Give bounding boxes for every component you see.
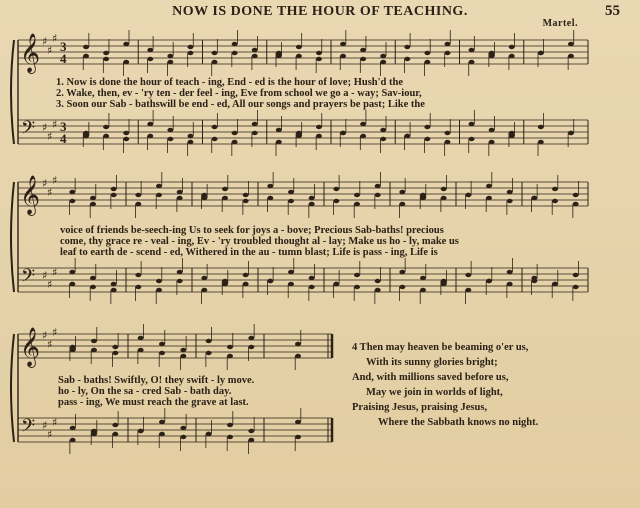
note-head xyxy=(138,336,144,340)
note-head xyxy=(248,336,254,340)
note-head xyxy=(70,438,76,442)
note-head xyxy=(135,193,141,197)
note-head xyxy=(159,420,165,424)
note-head xyxy=(111,288,117,292)
note-head xyxy=(167,128,173,132)
sharp-sign: ♯ xyxy=(52,416,58,429)
verse-4-line-4: May we join in worlds of light, xyxy=(366,387,503,398)
note-head xyxy=(399,285,405,289)
note-head xyxy=(469,48,475,52)
note-head xyxy=(288,270,294,274)
note-head xyxy=(212,51,218,55)
note-head xyxy=(243,273,249,277)
note-head xyxy=(227,354,233,358)
note-head xyxy=(232,42,238,46)
note-head xyxy=(469,122,475,126)
sharp-sign: ♯ xyxy=(47,130,53,143)
note-head xyxy=(180,348,186,352)
note-head xyxy=(90,202,96,206)
note-head xyxy=(69,190,75,194)
note-head xyxy=(135,285,141,289)
note-head xyxy=(404,57,410,61)
note-head xyxy=(187,45,193,49)
note-head xyxy=(340,131,346,135)
note-head xyxy=(159,432,165,436)
note-head xyxy=(509,54,515,58)
note-head xyxy=(444,131,450,135)
lyric-s2-v2: come, thy grace re - veal - ing, Ev - 'ry troubled thought al - lay; Make us ho - ly, make us xyxy=(60,236,459,247)
note-head xyxy=(531,196,537,200)
note-head xyxy=(420,276,426,280)
note-head xyxy=(180,426,186,430)
note-head xyxy=(295,342,301,346)
sharp-sign: ♯ xyxy=(42,269,48,282)
system-bracket xyxy=(11,334,14,442)
note-head xyxy=(444,51,450,55)
note-head xyxy=(360,48,366,52)
note-head xyxy=(232,51,238,55)
note-head xyxy=(296,131,302,135)
treble-clef: 𝄞 xyxy=(20,327,41,367)
note-head xyxy=(69,282,75,286)
note-head xyxy=(267,196,273,200)
note-head xyxy=(424,60,430,64)
note-head xyxy=(227,345,233,349)
sharp-sign: ♯ xyxy=(47,278,53,291)
note-head xyxy=(159,342,165,346)
note-head xyxy=(309,196,315,200)
note-head xyxy=(573,285,579,289)
note-head xyxy=(420,193,426,197)
note-head xyxy=(380,128,386,132)
note-head xyxy=(288,190,294,194)
note-head xyxy=(167,60,173,64)
note-head xyxy=(441,187,447,191)
bass-clef: 𝄢 xyxy=(21,416,36,441)
sharp-sign: ♯ xyxy=(42,35,48,48)
bass-clef: 𝄢 xyxy=(21,266,36,291)
note-head xyxy=(360,134,366,138)
note-head xyxy=(441,196,447,200)
note-head xyxy=(469,60,475,64)
note-head xyxy=(69,199,75,203)
note-head xyxy=(177,279,183,283)
note-head xyxy=(187,51,193,55)
note-head xyxy=(573,273,579,277)
note-head xyxy=(111,187,117,191)
note-head xyxy=(90,285,96,289)
note-head xyxy=(103,125,109,129)
note-head xyxy=(295,354,301,358)
note-head xyxy=(552,187,558,191)
note-head xyxy=(276,140,282,144)
note-head xyxy=(424,137,430,141)
lyric-s3-v2: ho - ly, On the sa - cred Sab - bath day. xyxy=(58,386,232,397)
note-head xyxy=(354,285,360,289)
note-head xyxy=(360,122,366,126)
note-head xyxy=(112,351,118,355)
note-head xyxy=(316,125,322,129)
note-head xyxy=(507,190,513,194)
sharp-sign: ♯ xyxy=(47,428,53,441)
page-number: 55 xyxy=(605,3,620,19)
time-sig-bottom: 4 xyxy=(60,131,67,146)
note-head xyxy=(206,351,212,355)
note-head xyxy=(489,128,495,132)
note-head xyxy=(399,190,405,194)
note-head xyxy=(248,345,254,349)
note-head xyxy=(222,187,228,191)
note-head xyxy=(243,193,249,197)
note-head xyxy=(232,140,238,144)
note-head xyxy=(573,202,579,206)
sharp-sign: ♯ xyxy=(47,338,53,351)
note-head xyxy=(206,339,212,343)
treble-clef: 𝄞 xyxy=(20,33,41,73)
system-bracket xyxy=(11,182,14,292)
note-head xyxy=(70,345,76,349)
note-head xyxy=(201,193,207,197)
note-head xyxy=(243,199,249,203)
note-head xyxy=(243,282,249,286)
note-head xyxy=(180,354,186,358)
note-head xyxy=(147,122,153,126)
note-head xyxy=(90,276,96,280)
note-head xyxy=(309,202,315,206)
note-head xyxy=(206,432,212,436)
note-head xyxy=(147,57,153,61)
note-head xyxy=(424,51,430,55)
note-head xyxy=(222,279,228,283)
note-head xyxy=(138,348,144,352)
note-head xyxy=(69,270,75,274)
lyric-s1-v1: 1. Now is done the hour of teach - ing, End - ed is the hour of love; Hush'd the xyxy=(56,77,404,88)
note-head xyxy=(91,339,97,343)
note-head xyxy=(187,134,193,138)
note-head xyxy=(340,54,346,58)
note-head xyxy=(248,438,254,442)
note-head xyxy=(90,196,96,200)
note-head xyxy=(375,279,381,283)
note-head xyxy=(465,273,471,277)
verse-4-line-3: And, with millions saved before us, xyxy=(352,372,509,383)
note-head xyxy=(83,45,89,49)
note-head xyxy=(103,57,109,61)
note-head xyxy=(267,279,273,283)
note-head xyxy=(404,134,410,138)
note-head xyxy=(112,423,118,427)
note-head xyxy=(333,199,339,203)
note-head xyxy=(469,137,475,141)
note-head xyxy=(404,45,410,49)
sharp-sign: ♯ xyxy=(52,32,58,45)
note-head xyxy=(135,202,141,206)
note-head xyxy=(177,196,183,200)
note-head xyxy=(509,45,515,49)
note-head xyxy=(135,273,141,277)
note-head xyxy=(232,131,238,135)
note-head xyxy=(507,199,513,203)
verse-4-line-1: 4 Then may heaven be beaming o'er us, xyxy=(352,342,529,353)
note-head xyxy=(156,279,162,283)
note-head xyxy=(296,45,302,49)
verse-4-line-5: Praising Jesus, praising Jesus, xyxy=(352,402,488,413)
note-head xyxy=(309,276,315,280)
verse-4 xyxy=(352,340,538,430)
note-head xyxy=(568,42,574,46)
note-head xyxy=(201,288,207,292)
note-head xyxy=(111,282,117,286)
note-head xyxy=(138,429,144,433)
note-head xyxy=(201,276,207,280)
note-head xyxy=(123,60,129,64)
note-head xyxy=(424,125,430,129)
note-head xyxy=(295,420,301,424)
note-head xyxy=(212,125,218,129)
sharp-sign: ♯ xyxy=(52,174,58,187)
note-head xyxy=(380,137,386,141)
note-head xyxy=(83,131,89,135)
verse-4-line-6: Where the Sabbath knows no night. xyxy=(378,417,539,428)
bass-clef: 𝄢 xyxy=(21,118,36,143)
note-head xyxy=(123,137,129,141)
note-head xyxy=(552,199,558,203)
sharp-sign: ♯ xyxy=(42,177,48,190)
note-head xyxy=(465,288,471,292)
note-head xyxy=(573,193,579,197)
composer-name: Martel. xyxy=(542,18,578,29)
note-head xyxy=(538,51,544,55)
sharp-sign: ♯ xyxy=(52,118,58,131)
sharp-sign: ♯ xyxy=(42,121,48,134)
note-head xyxy=(83,54,89,58)
note-head xyxy=(380,60,386,64)
lyric-s3-v3: pass - ing, We must reach the grave at last. xyxy=(58,397,249,408)
note-head xyxy=(441,279,447,283)
note-head xyxy=(465,193,471,197)
note-head xyxy=(112,345,118,349)
system-bracket xyxy=(11,40,14,144)
note-head xyxy=(309,285,315,289)
lyric-s2-v3: leaf to earth de - scend - ed, Withered in the au - tumn blast; Life is pass - ing, Life is xyxy=(60,247,438,258)
verse-4-line-2: With its sunny glories bright; xyxy=(366,357,498,368)
note-head xyxy=(222,196,228,200)
note-head xyxy=(568,131,574,135)
note-head xyxy=(248,429,254,433)
note-head xyxy=(354,273,360,277)
note-head xyxy=(167,54,173,58)
note-head xyxy=(252,131,258,135)
time-sig-bottom: 4 xyxy=(60,51,67,66)
note-head xyxy=(91,429,97,433)
note-head xyxy=(375,288,381,292)
note-head xyxy=(552,282,558,286)
sharp-sign: ♯ xyxy=(47,186,53,199)
note-head xyxy=(444,42,450,46)
note-head xyxy=(252,54,258,58)
note-head xyxy=(180,435,186,439)
note-head xyxy=(296,54,302,58)
sharp-sign: ♯ xyxy=(52,266,58,279)
note-head xyxy=(531,279,537,283)
note-head xyxy=(103,134,109,138)
time-sig-top: 3 xyxy=(60,39,67,54)
note-head xyxy=(380,54,386,58)
note-head xyxy=(212,60,218,64)
treble-clef: 𝄞 xyxy=(20,175,41,215)
note-head xyxy=(123,42,129,46)
note-head xyxy=(399,270,405,274)
note-head xyxy=(111,193,117,197)
sharp-sign: ♯ xyxy=(42,329,48,342)
note-head xyxy=(177,190,183,194)
note-head xyxy=(227,435,233,439)
note-head xyxy=(187,140,193,144)
note-head xyxy=(444,140,450,144)
note-head xyxy=(509,131,515,135)
note-head xyxy=(267,184,273,188)
note-head xyxy=(489,51,495,55)
note-head xyxy=(333,187,339,191)
note-head xyxy=(156,184,162,188)
note-head xyxy=(316,51,322,55)
note-head xyxy=(354,193,360,197)
note-head xyxy=(333,282,339,286)
note-head xyxy=(252,122,258,126)
note-head xyxy=(507,270,513,274)
lyric-s1-v3: 3. Soon our Sab - bathswill be end - ed, All our songs and prayers be past; Like the xyxy=(56,99,425,110)
sharp-sign: ♯ xyxy=(52,326,58,339)
note-head xyxy=(507,282,513,286)
hymn-title: NOW IS DONE THE HOUR OF TEACHING. xyxy=(172,4,468,19)
note-head xyxy=(159,351,165,355)
note-head xyxy=(123,131,129,135)
note-head xyxy=(103,51,109,55)
lyric-s1-v2: 2. Wake, then, ev - 'ry ten - der feel - ing, Eve from school we go a - way; Sav-iour, xyxy=(56,88,422,99)
note-head xyxy=(156,288,162,292)
sharp-sign: ♯ xyxy=(47,44,53,57)
note-head xyxy=(316,134,322,138)
note-head xyxy=(375,193,381,197)
note-head xyxy=(177,270,183,274)
note-head xyxy=(486,196,492,200)
note-head xyxy=(147,134,153,138)
note-head xyxy=(112,432,118,436)
sharp-sign: ♯ xyxy=(42,419,48,432)
note-head xyxy=(489,140,495,144)
note-head xyxy=(276,51,282,55)
note-head xyxy=(227,423,233,427)
note-head xyxy=(360,57,366,61)
note-head xyxy=(375,184,381,188)
note-head xyxy=(91,348,97,352)
note-head xyxy=(288,282,294,286)
lyric-s2-v1: voice of friends be-seech-ing Us to seek for joys a - bove; Precious Sab-baths! precious xyxy=(60,225,444,236)
note-head xyxy=(288,199,294,203)
note-head xyxy=(568,54,574,58)
lyric-s3-v1: Sab - baths! Swiftly, O! they swift - ly move. xyxy=(58,375,255,386)
note-head xyxy=(167,137,173,141)
note-head xyxy=(486,279,492,283)
time-sig-top: 3 xyxy=(60,119,67,134)
note-head xyxy=(276,128,282,132)
note-head xyxy=(156,193,162,197)
note-head xyxy=(420,288,426,292)
note-head xyxy=(295,435,301,439)
note-head xyxy=(147,48,153,52)
note-head xyxy=(354,202,360,206)
note-head xyxy=(486,184,492,188)
note-head xyxy=(340,42,346,46)
note-head xyxy=(538,125,544,129)
note-head xyxy=(70,426,76,430)
note-head xyxy=(252,48,258,52)
note-head xyxy=(212,137,218,141)
note-head xyxy=(538,140,544,144)
note-head xyxy=(399,202,405,206)
note-head xyxy=(316,57,322,61)
